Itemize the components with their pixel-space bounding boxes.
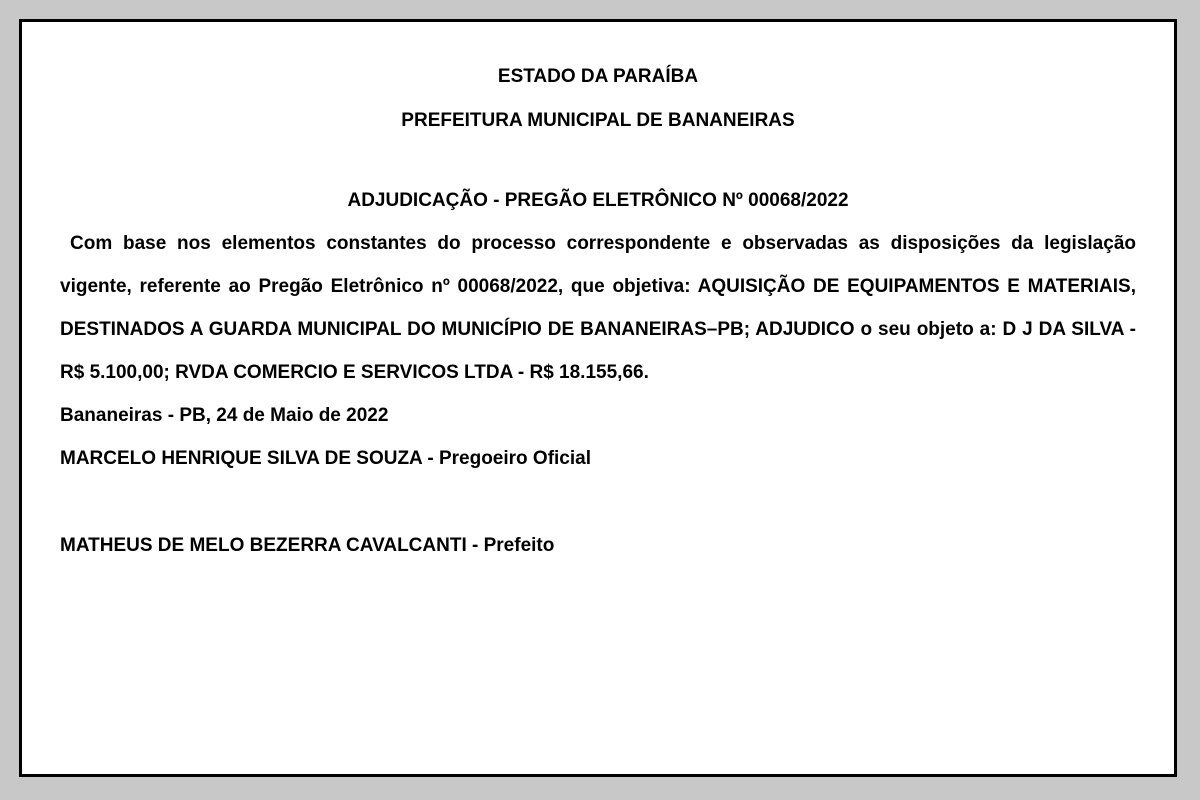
document-page [19,19,1177,777]
signatory-pregoeiro: MARCELO HENRIQUE SILVA DE SOUZA - Pregoeiro Oficial [60,448,591,469]
body-paragraph: Com base nos elementos constantes do processo correspondente e observadas as disposições da legislação vigente, referente ao Pregão Eletrônico nº 00068/2022, que objetiva: AQUISIÇÃO DE EQUIPAMENTOS E MATERIAIS, DESTINADOS A GUARDA MUNICIPAL DO MUNICÍPIO DE BANANEIRAS–PB; ADJUDICO o seu objeto a: D J DA SILVA - R$ 5.100,00; RVDA COMERCIO E SERVICOS LTDA - R$ 18.155,66. [60,233,1136,383]
document-title: ADJUDICAÇÃO - PREGÃO ELETRÔNICO Nº 00068/2022 [347,190,849,211]
document-content [60,66,1136,567]
state-heading: ESTADO DA PARAÍBA [497,66,699,87]
municipality-heading: PREFEITURA MUNICIPAL DE BANANEIRAS [401,110,795,131]
place-date: Bananeiras - PB, 24 de Maio de 2022 [60,405,389,426]
signatory-prefeito: MATHEUS DE MELO BEZERRA CAVALCANTI - Prefeito [60,535,555,556]
